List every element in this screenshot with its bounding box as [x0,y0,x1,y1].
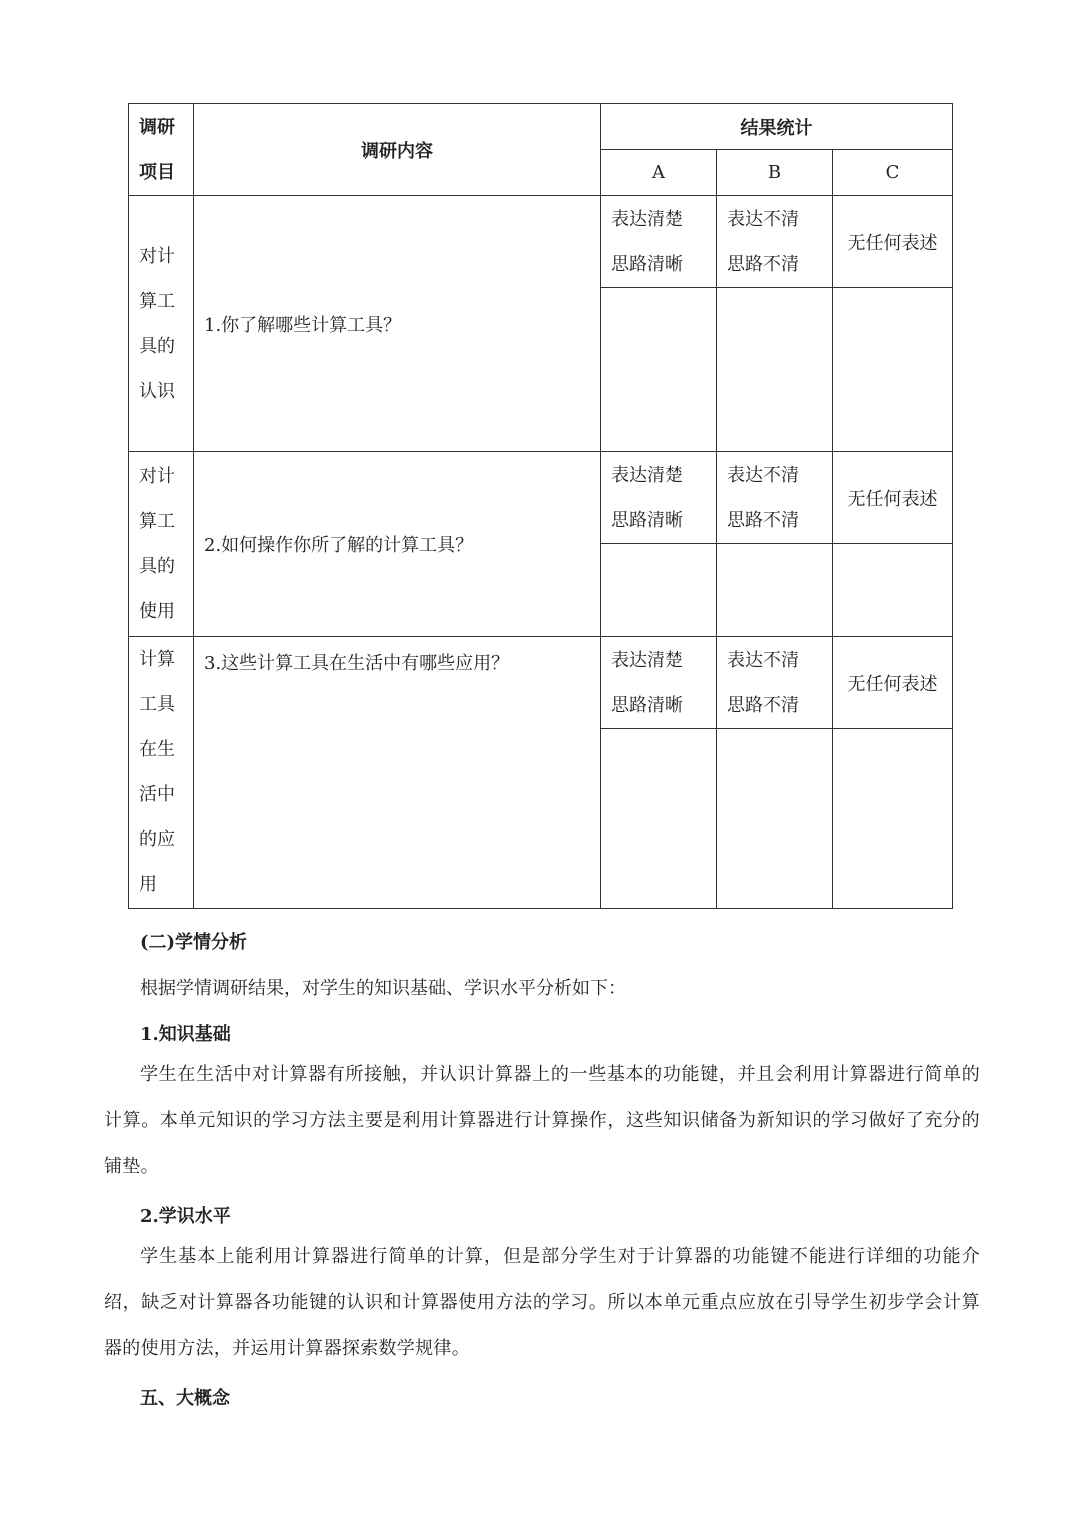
header-result: 结果统计 [601,104,953,150]
row3-question: 3.这些计算工具在生活中有哪些应用？ [194,637,601,909]
row3-tally-b [717,729,833,909]
row1-tally-a [601,288,717,452]
row1-option-a [601,196,717,288]
row2-project: 对计算工具的使用 [139,466,175,622]
row3-tally-a [601,729,717,909]
row2-tally-b [717,544,833,637]
sub2-title: 2.学识水平 [140,1206,231,1227]
row1-tally-c [833,288,953,452]
header-col-b: B [717,150,833,196]
row1-tally-b [717,288,833,452]
row1-project-cell [129,196,194,452]
section5-title: 五、大概念 [140,1388,230,1409]
row1-project: 对计算工具的认识 [139,245,175,402]
row3-option-a [601,637,717,729]
row1-option-a-text: 表达清楚思路清晰 [611,208,683,275]
row3-option-b [717,637,833,729]
section2-title: (二)学情分析 [140,932,248,953]
row3-project: 计算工具在生活中的应用 [139,649,175,895]
row2-option-c: 无任何表述 [833,452,953,544]
row2-project-cell [129,452,194,637]
sub2-paragraph: 学生基本上能利用计算器进行简单的计算，但是部分学生对于计算器的功能键不能进行详细的功能介绍，缺乏对计算器各功能键的认识和计算器使用方法的学习。所以本单元重点应放在引导学生初步学会计算器的使用方法，并运用计算器探索数学规律。 [104,1246,980,1359]
sub1-title: 1.知识基础 [140,1024,231,1045]
row1-option-c: 无任何表述 [833,196,953,288]
row2-option-b-text: 表达不清思路不清 [727,464,799,531]
row2-question: 2.如何操作你所了解的计算工具？ [194,452,601,637]
row2-tally-c [833,544,953,637]
row3-option-c: 无任何表述 [833,637,953,729]
row2-option-b [717,452,833,544]
sub1-paragraph: 学生在生活中对计算器有所接触，并认识计算器上的一些基本的功能键，并且会利用计算器进行简单的计算。本单元知识的学习方法主要是利用计算器进行计算操作，这些知识储备为新知识的学习做好了充分的铺垫。 [104,1064,980,1177]
header-col-a: A [601,150,717,196]
intro-text: 根据学情调研结果，对学生的知识基础、学识水平分析如下： [140,978,626,999]
survey-table [128,103,953,909]
row3-tally-c [833,729,953,909]
row1-option-b-text: 表达不清思路不清 [727,208,799,275]
row2-option-a-text: 表达清楚思路清晰 [611,464,683,531]
row3-project-cell [129,637,194,909]
row2-tally-a [601,544,717,637]
row3-option-a-text: 表达清楚思路清晰 [611,649,683,716]
row1-option-b [717,196,833,288]
header-project-cell [129,104,194,196]
row3-option-b-text: 表达不清思路不清 [727,649,799,716]
row1-question: 1.你了解哪些计算工具？ [194,196,601,452]
header-content: 调研内容 [194,104,601,196]
row2-option-a [601,452,717,544]
header-project: 调研项目 [139,116,175,183]
header-col-c: C [833,150,953,196]
